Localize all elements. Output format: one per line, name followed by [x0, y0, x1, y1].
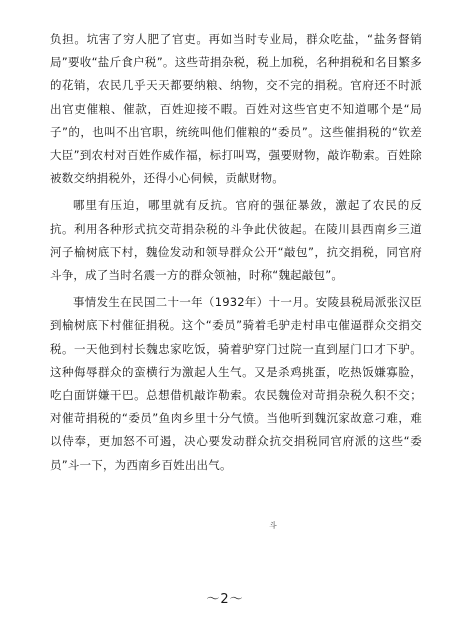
paragraph-2: 哪里有压迫，哪里就有反抗。官府的强征暴敛，激起了农民的反抗。利用各种形式抗交苛捐杂税的斗争此伏彼起。在陵川县西南乡三道河子榆树底下村，魏俭发动和领导群众公开“敲包”，抗交捐税，同官府斗争，成了当时名震一方的群众领袖，时称“魏起敲包”。: [50, 198, 422, 283]
handwritten-correction: 斗: [269, 521, 277, 530]
body-text: [50, 28, 422, 477]
paragraph-3: 事情发生在民国二十一年（1932年）十一月。安陵县税局派张汉臣到榆树底下村催征捐税。这个“委员”骑着毛驴走村串屯催逼群众交捐交税。一天他到村长魏忠家吃饭，骑着驴穿门过院一直到屋门口才下驴。这种侮辱群众的蛮横行为激起人生气。又是杀鸡挑蛋，吃热饭嫌寡脸，吃白面饼嫌干巴。总想借机敲诈勒索。农民魏俭对苛捐杂税久积不交；对催苛捐税的“委员”鱼肉乡里十分气愤。当他听到魏沉家故意刁难，难以侍奉，更加怒不可遏，决心要发动群众抗交捐税同官府派的这些“委员”斗一下，为西南乡百姓出出气。: [50, 295, 422, 472]
page-number: ～2～: [206, 592, 244, 607]
paragraph-1: 负担。坑害了穷人肥了官吏。再如当时专业局，群众吃盐，“盐务督销局”要收“盐斤食户税”。这些苛捐杂税，税上加税，名种捐税和名目繁多的花销，农民几乎天天都要纳粮、纳物，交不完的捐税。官府还不时派出官吏催粮、催款，百姓迎接不暇。百姓对这些官吏不知道哪个是“局子”的，也叫不出官职，统统叫他们催粮的“委员”。这些催捐税的“钦差大臣”到农村对百姓作威作福，标打叫骂，强要财物，敲诈勒索。百姓除被数交纳捐税外，还得小心伺候，贡献财物。: [50, 32, 422, 186]
